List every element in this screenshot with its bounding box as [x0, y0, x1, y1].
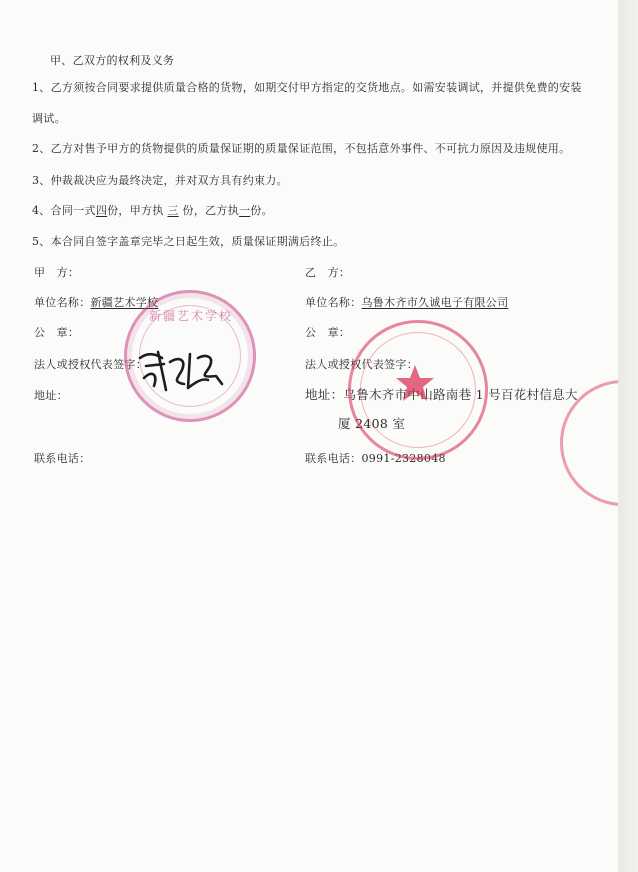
party-b-seal-label: 公 章：	[305, 326, 351, 339]
copies-party-a: 三	[167, 204, 179, 217]
party-b-addr-line-2: 厦 2408 室	[338, 416, 406, 431]
party-b-heading: 乙 方：	[305, 266, 351, 279]
copies-suffix: 份。	[250, 204, 273, 217]
party-a-unit-name: 新疆艺术学校	[90, 296, 159, 309]
party-a-unit-label: 单位名称：	[34, 296, 91, 309]
signature-mark	[136, 344, 226, 396]
party-a-heading: 甲 方：	[34, 266, 80, 279]
page-edge-strip	[618, 0, 638, 872]
party-b-unit-label: 单位名称：	[305, 296, 362, 309]
party-b-addr-line-1: 乌鲁木齐市中山路南巷 1 号百花村信息大	[343, 387, 578, 402]
party-a-addr-label: 地址：	[34, 389, 68, 402]
clause-2: 2、乙方对售予甲方的货物提供的质量保证期的质量保证范围，不包括意外事件、不可抗力原因及违规使用。	[32, 142, 571, 155]
party-a-unit	[34, 296, 158, 310]
party-b-seal-stamp	[348, 320, 488, 460]
copies-party-b: 一	[239, 204, 251, 217]
section-title: 甲、乙双方的权利及义务	[50, 54, 175, 67]
clause-1-line-1: 1、乙方须按合同要求提供质量合格的货物，如期交付甲方指定的交货地点。如需安装调试，并提供免费的安装	[32, 81, 582, 94]
party-b-unit-name: 乌鲁木齐市久诚电子有限公司	[361, 296, 509, 309]
copies-mid2: 份，乙方执	[182, 204, 240, 217]
party-b-phone-number: 0991-2328048	[361, 452, 446, 465]
copies-mid1: 份，甲方执	[107, 204, 164, 217]
party-a-phone-label: 联系电话：	[34, 452, 91, 465]
clause-4	[32, 204, 273, 218]
clause-5: 5、本合同自签字盖章完毕之日起生效，质量保证期满后终止。	[32, 235, 345, 248]
party-b-unit	[305, 296, 508, 310]
party-a-seal-text: 新疆艺术学校	[149, 309, 234, 323]
copies-prefix: 4、合同一式	[32, 204, 96, 217]
party-b-rep-label: 法人或授权代表签字：	[305, 358, 418, 371]
copies-total: 四	[95, 204, 108, 217]
party-a-seal-label: 公 章：	[34, 326, 80, 339]
party-a-rep-label: 法人或授权代表签字：	[34, 358, 147, 371]
party-b-phone-label: 联系电话：	[305, 452, 362, 465]
clause-1-line-2: 调试。	[32, 112, 66, 125]
clause-3: 3、仲裁裁决应为最终决定，并对双方具有约束力。	[32, 174, 288, 187]
party-b-addr-label: 地址：	[305, 387, 344, 402]
seal-star-icon	[395, 363, 435, 403]
